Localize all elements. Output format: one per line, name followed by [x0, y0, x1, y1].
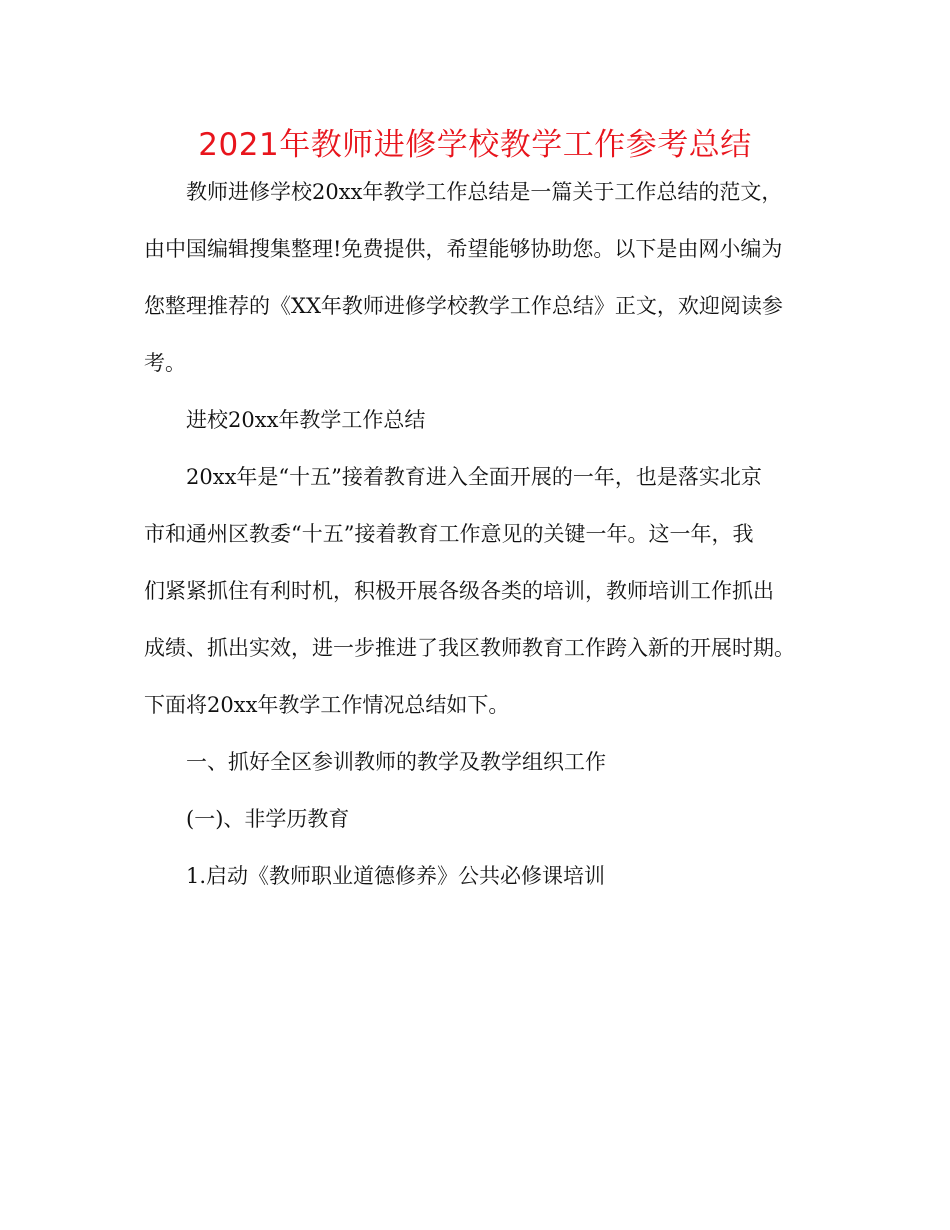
- paragraph-subtitle: [144, 392, 806, 449]
- text-line: 市和通州区教委“十五”接着教育工作意见的关键一年。这一年，我: [144, 522, 754, 546]
- text-line: (一)、非学历教育: [186, 807, 350, 831]
- item-heading-1: [144, 848, 806, 905]
- subsection-heading-1: [144, 791, 806, 848]
- text-line: 由中国编辑搜集整理!免费提供，希望能够协助您。以下是由网小编为: [144, 237, 783, 261]
- paragraph-intro: [144, 164, 806, 392]
- text-line: 成绩、抓出实效，进一步推进了我区教师教育工作跨入新的开展时期。: [144, 636, 795, 660]
- text-line: 考。: [144, 351, 186, 375]
- section-heading-1: [144, 734, 806, 791]
- document-title: 2021年教师进修学校教学工作参考总结: [198, 127, 752, 163]
- text-line: 进校20xx年教学工作总结: [186, 408, 426, 432]
- text-line: 教师进修学校20xx年教学工作总结是一篇关于工作总结的范文，: [186, 180, 783, 204]
- document-body: [144, 164, 806, 905]
- text-line: 您整理推荐的《XX年教师进修学校教学工作总结》正文，欢迎阅读参: [144, 294, 783, 318]
- text-line: 20xx年是“十五”接着教育进入全面开展的一年，也是落实北京: [186, 465, 762, 489]
- text-line: 一、抓好全区参训教师的教学及教学组织工作: [186, 750, 606, 774]
- text-line: 1.启动《教师职业道德修养》公共必修课培训: [186, 864, 606, 888]
- text-line: 下面将20xx年教学工作情况总结如下。: [144, 693, 510, 717]
- text-line: 们紧紧抓住有利时机，积极开展各级各类的培训，教师培训工作抓出: [144, 579, 774, 603]
- paragraph-overview: [144, 449, 806, 734]
